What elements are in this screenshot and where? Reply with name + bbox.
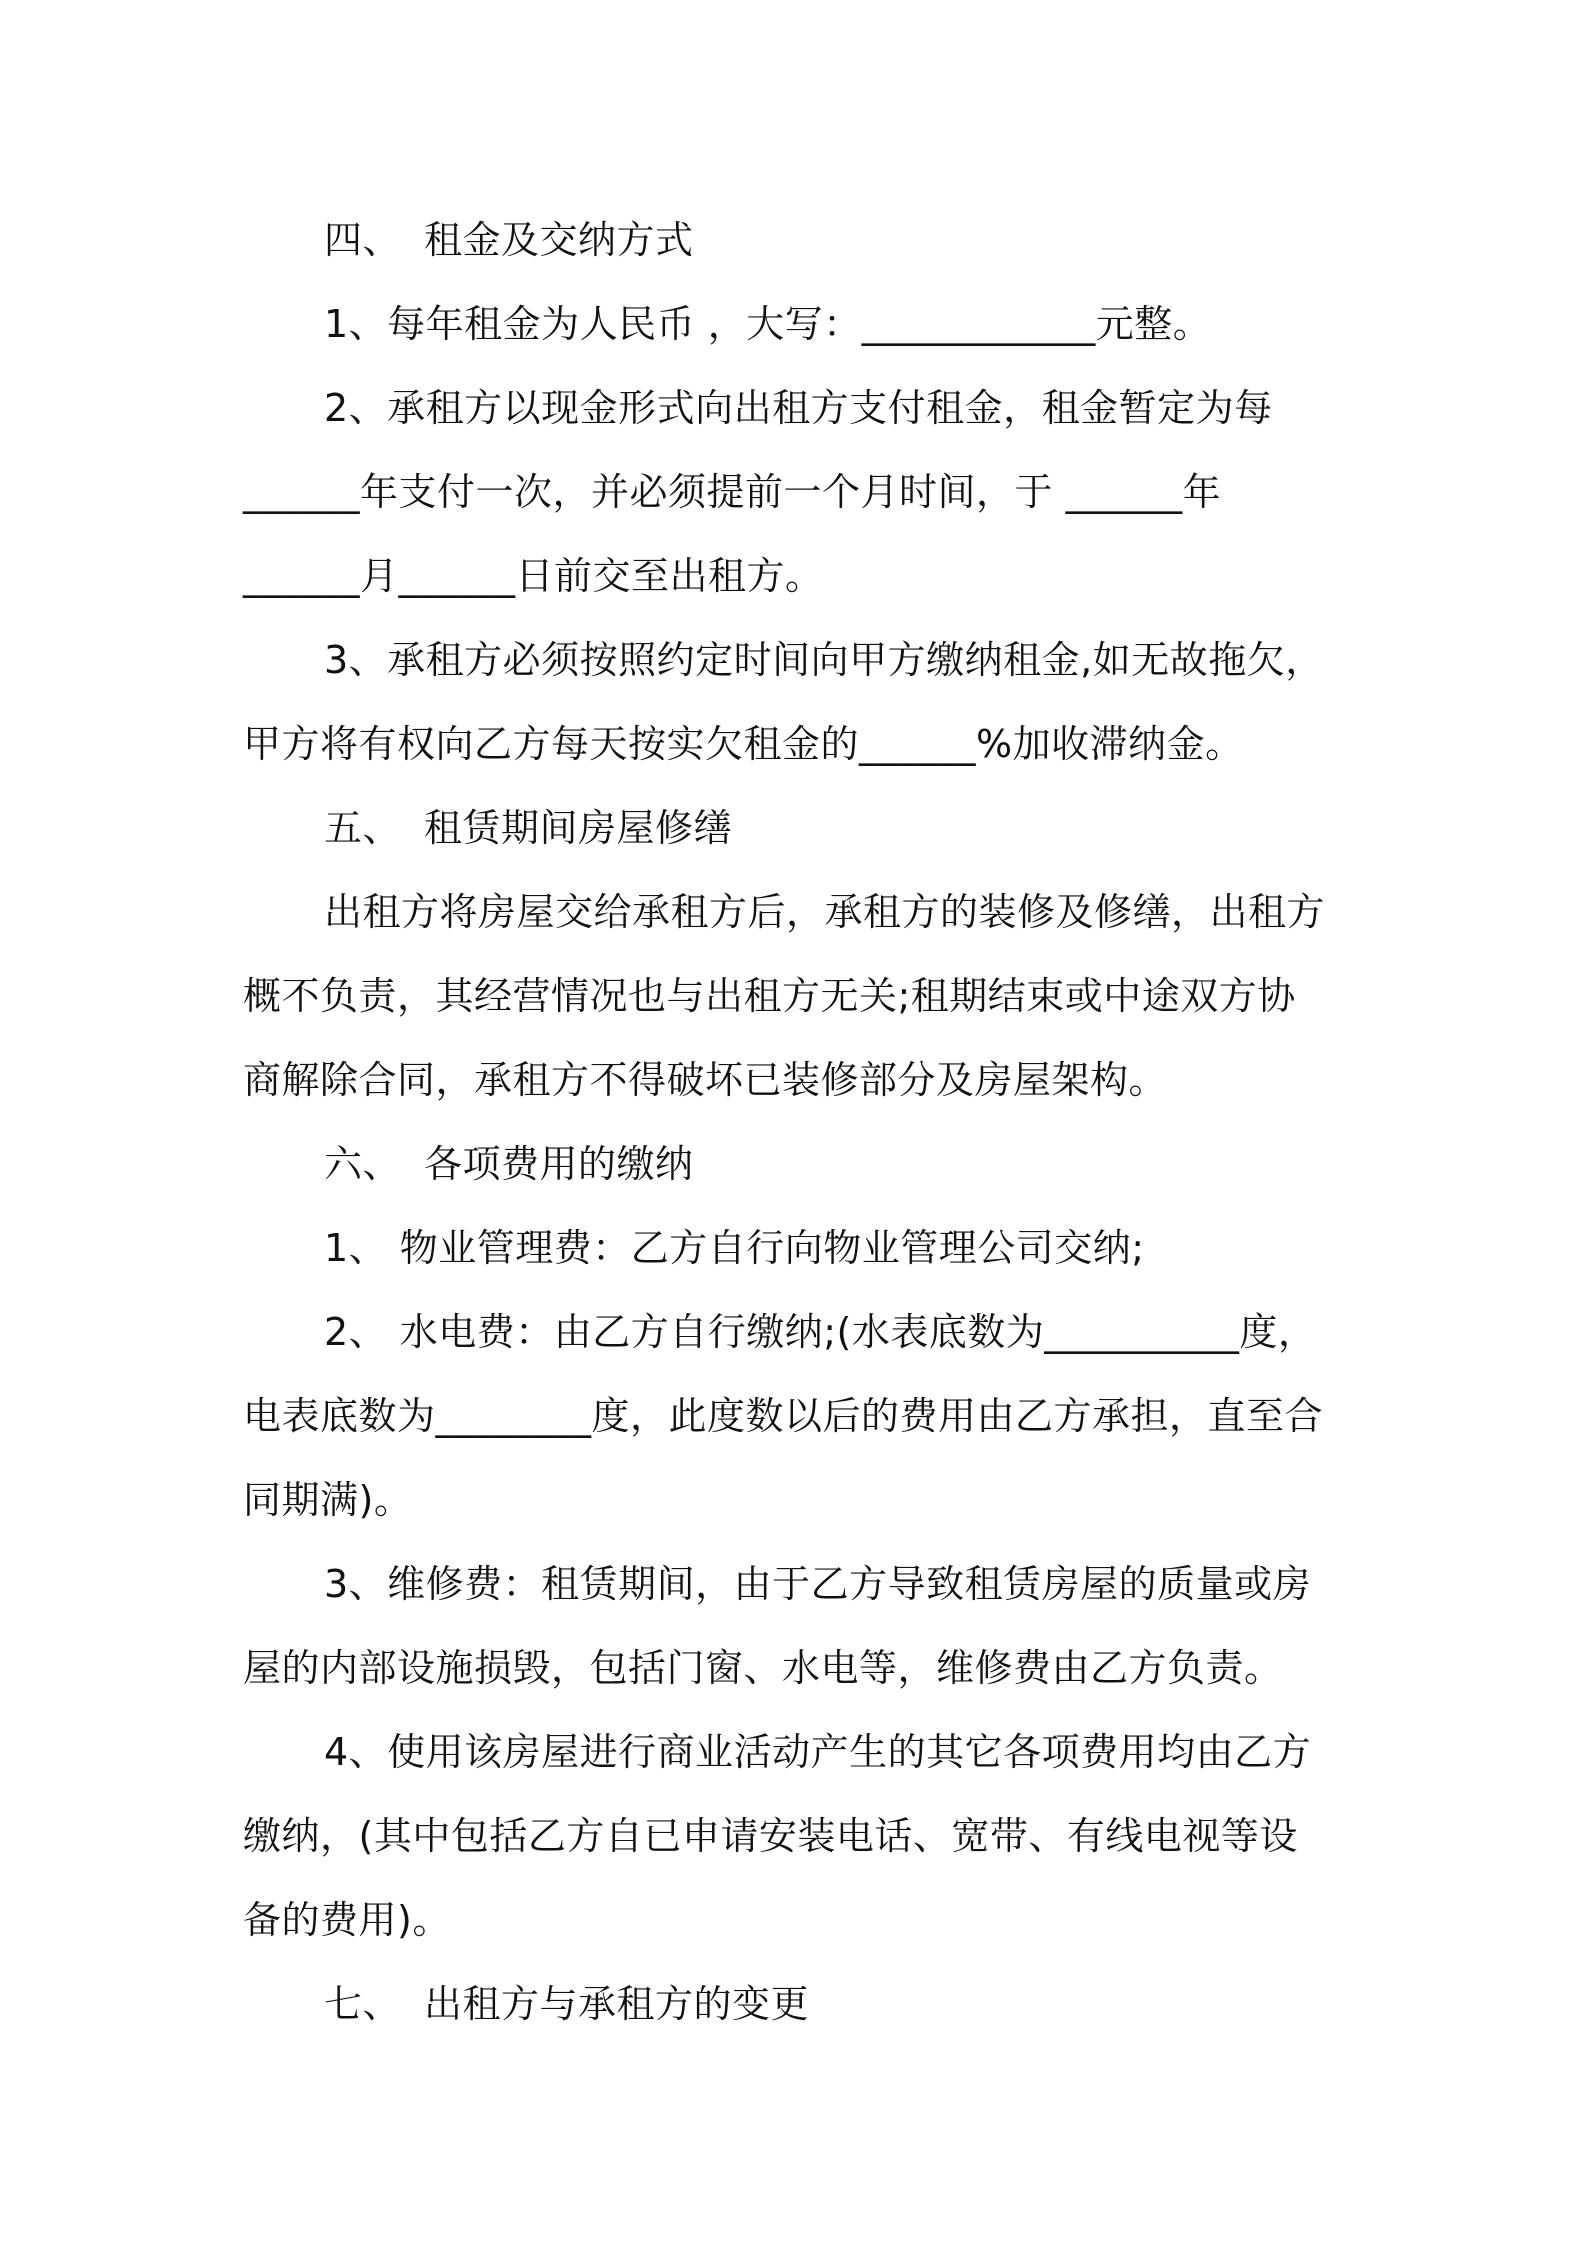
section-number: 七、 [324,1982,402,2026]
clause-6-2-line-3: 同期满)。 [243,1478,413,1522]
clause-6-1: 1、 物业管理费：乙方自行向物业管理公司交纳; [324,1226,1145,1270]
section-number: 四、 [324,218,402,262]
section-title: 出租方与承租方的变更 [424,1982,810,2026]
document-body [243,198,1355,2046]
clause-6-2-line-1: 2、 水电费：由乙方自行缴纳;(水表底数为__________度， [324,1310,1317,1354]
clause-4-3-line-2: 甲方将有权向乙方每天按实欠租金的______%加收滞纳金。 [243,722,1244,766]
clause-4-2-line-1: 2、承租方以现金形式向出租方支付租金，租金暂定为每 [324,386,1273,430]
clause-6-2-line-2: 电表底数为________度，此度数以后的费用由乙方承担，直至合 [243,1394,1324,1438]
clause-6-3-line-2: 屋的内部设施损毁，包括门窗、水电等，维修费由乙方负责。 [243,1646,1283,1690]
paragraph-5-line-3: 商解除合同，承租方不得破坏已装修部分及房屋架构。 [243,1058,1168,1102]
clause-4-3-line-1: 3、承租方必须按照约定时间向甲方缴纳租金,如无故拖欠， [324,638,1324,682]
section-heading-6 [243,1122,1355,1206]
clause-6-4-line-2: 缴纳，(其中包括乙方自已申请安装电话、宽带、有线电视等设 [243,1814,1298,1858]
clause-6-4-line-1: 4、使用该房屋进行商业活动产生的其它各项费用均由乙方 [324,1730,1312,1774]
section-title: 租金及交纳方式 [424,218,694,262]
clause-6-3-line-1: 3、维修费：租赁期间，由于乙方导致租赁房屋的质量或房 [324,1562,1312,1606]
section-number: 六、 [324,1142,402,1186]
section-heading-7 [243,1962,1355,2046]
paragraph-5-line-1: 出租方将房屋交给承租方后，承租方的装修及修缮，出租方 [324,890,1326,934]
clause-4-2-line-3: ______月______日前交至出租方。 [243,554,824,598]
paragraph-5-line-2: 概不负责，其经营情况也与出租方无关;租期结束或中途双方协 [243,974,1296,1018]
section-number: 五、 [324,806,402,850]
section-title: 租赁期间房屋修缮 [424,806,733,850]
section-title: 各项费用的缴纳 [424,1142,694,1186]
clause-6-4-line-3: 备的费用)。 [243,1898,451,1942]
section-heading-5 [243,786,1355,870]
section-heading-4 [243,198,1355,282]
clause-4-1: 1、每年租金为人民币 ，大写：____________元整。 [324,302,1212,346]
clause-4-2-line-2: ______年支付一次，并必须提前一个月时间，于 ______年 [243,470,1222,514]
